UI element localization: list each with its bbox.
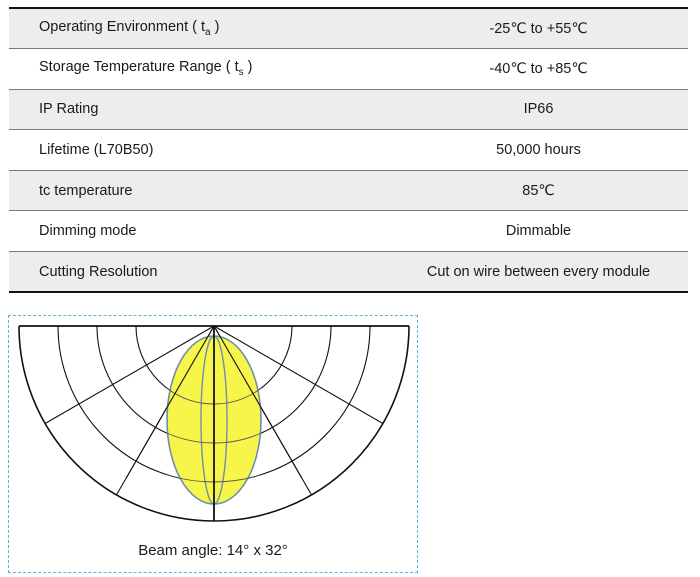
spec-row-operating-environment bbox=[9, 8, 688, 49]
spec-value: -25℃ to +55℃ bbox=[389, 8, 688, 49]
spec-label-suffix: ) bbox=[210, 19, 220, 36]
spec-label: Operating Environment ( t bbox=[39, 19, 206, 36]
beam-pattern bbox=[126, 326, 302, 521]
spec-row-dimming-mode bbox=[9, 211, 688, 252]
spec-value: IP66 bbox=[389, 89, 688, 130]
spec-table bbox=[9, 7, 688, 293]
spec-label: Storage Temperature Range ( t bbox=[39, 59, 239, 76]
spec-label: IP Rating bbox=[9, 89, 389, 130]
spec-value: Cut on wire between every module bbox=[389, 252, 688, 293]
beam-diagram-box bbox=[8, 315, 418, 573]
spec-row-storage-temperature bbox=[9, 49, 688, 90]
beam-angle-caption: Beam angle: 14° x 32° bbox=[138, 542, 288, 559]
spec-label: Lifetime (L70B50) bbox=[9, 130, 389, 171]
spec-row-cutting-resolution bbox=[9, 252, 688, 293]
spec-label: tc temperature bbox=[9, 170, 389, 211]
spec-label: Dimming mode bbox=[9, 211, 389, 252]
spec-row-lifetime bbox=[9, 130, 688, 171]
spec-value: 85℃ bbox=[389, 170, 688, 211]
spec-label-subscript: a bbox=[205, 26, 211, 38]
spec-label-subscript: s bbox=[238, 67, 244, 79]
spec-label: Cutting Resolution bbox=[9, 252, 389, 293]
spec-label-suffix: ) bbox=[243, 59, 253, 76]
spec-value: Dimmable bbox=[389, 211, 688, 252]
spec-value: -40℃ to +85℃ bbox=[389, 49, 688, 90]
spec-value: 50,000 hours bbox=[389, 130, 688, 171]
beam-polar-diagram bbox=[9, 316, 419, 574]
spec-row-tc-temperature bbox=[9, 170, 688, 211]
spec-row-ip-rating bbox=[9, 89, 688, 130]
